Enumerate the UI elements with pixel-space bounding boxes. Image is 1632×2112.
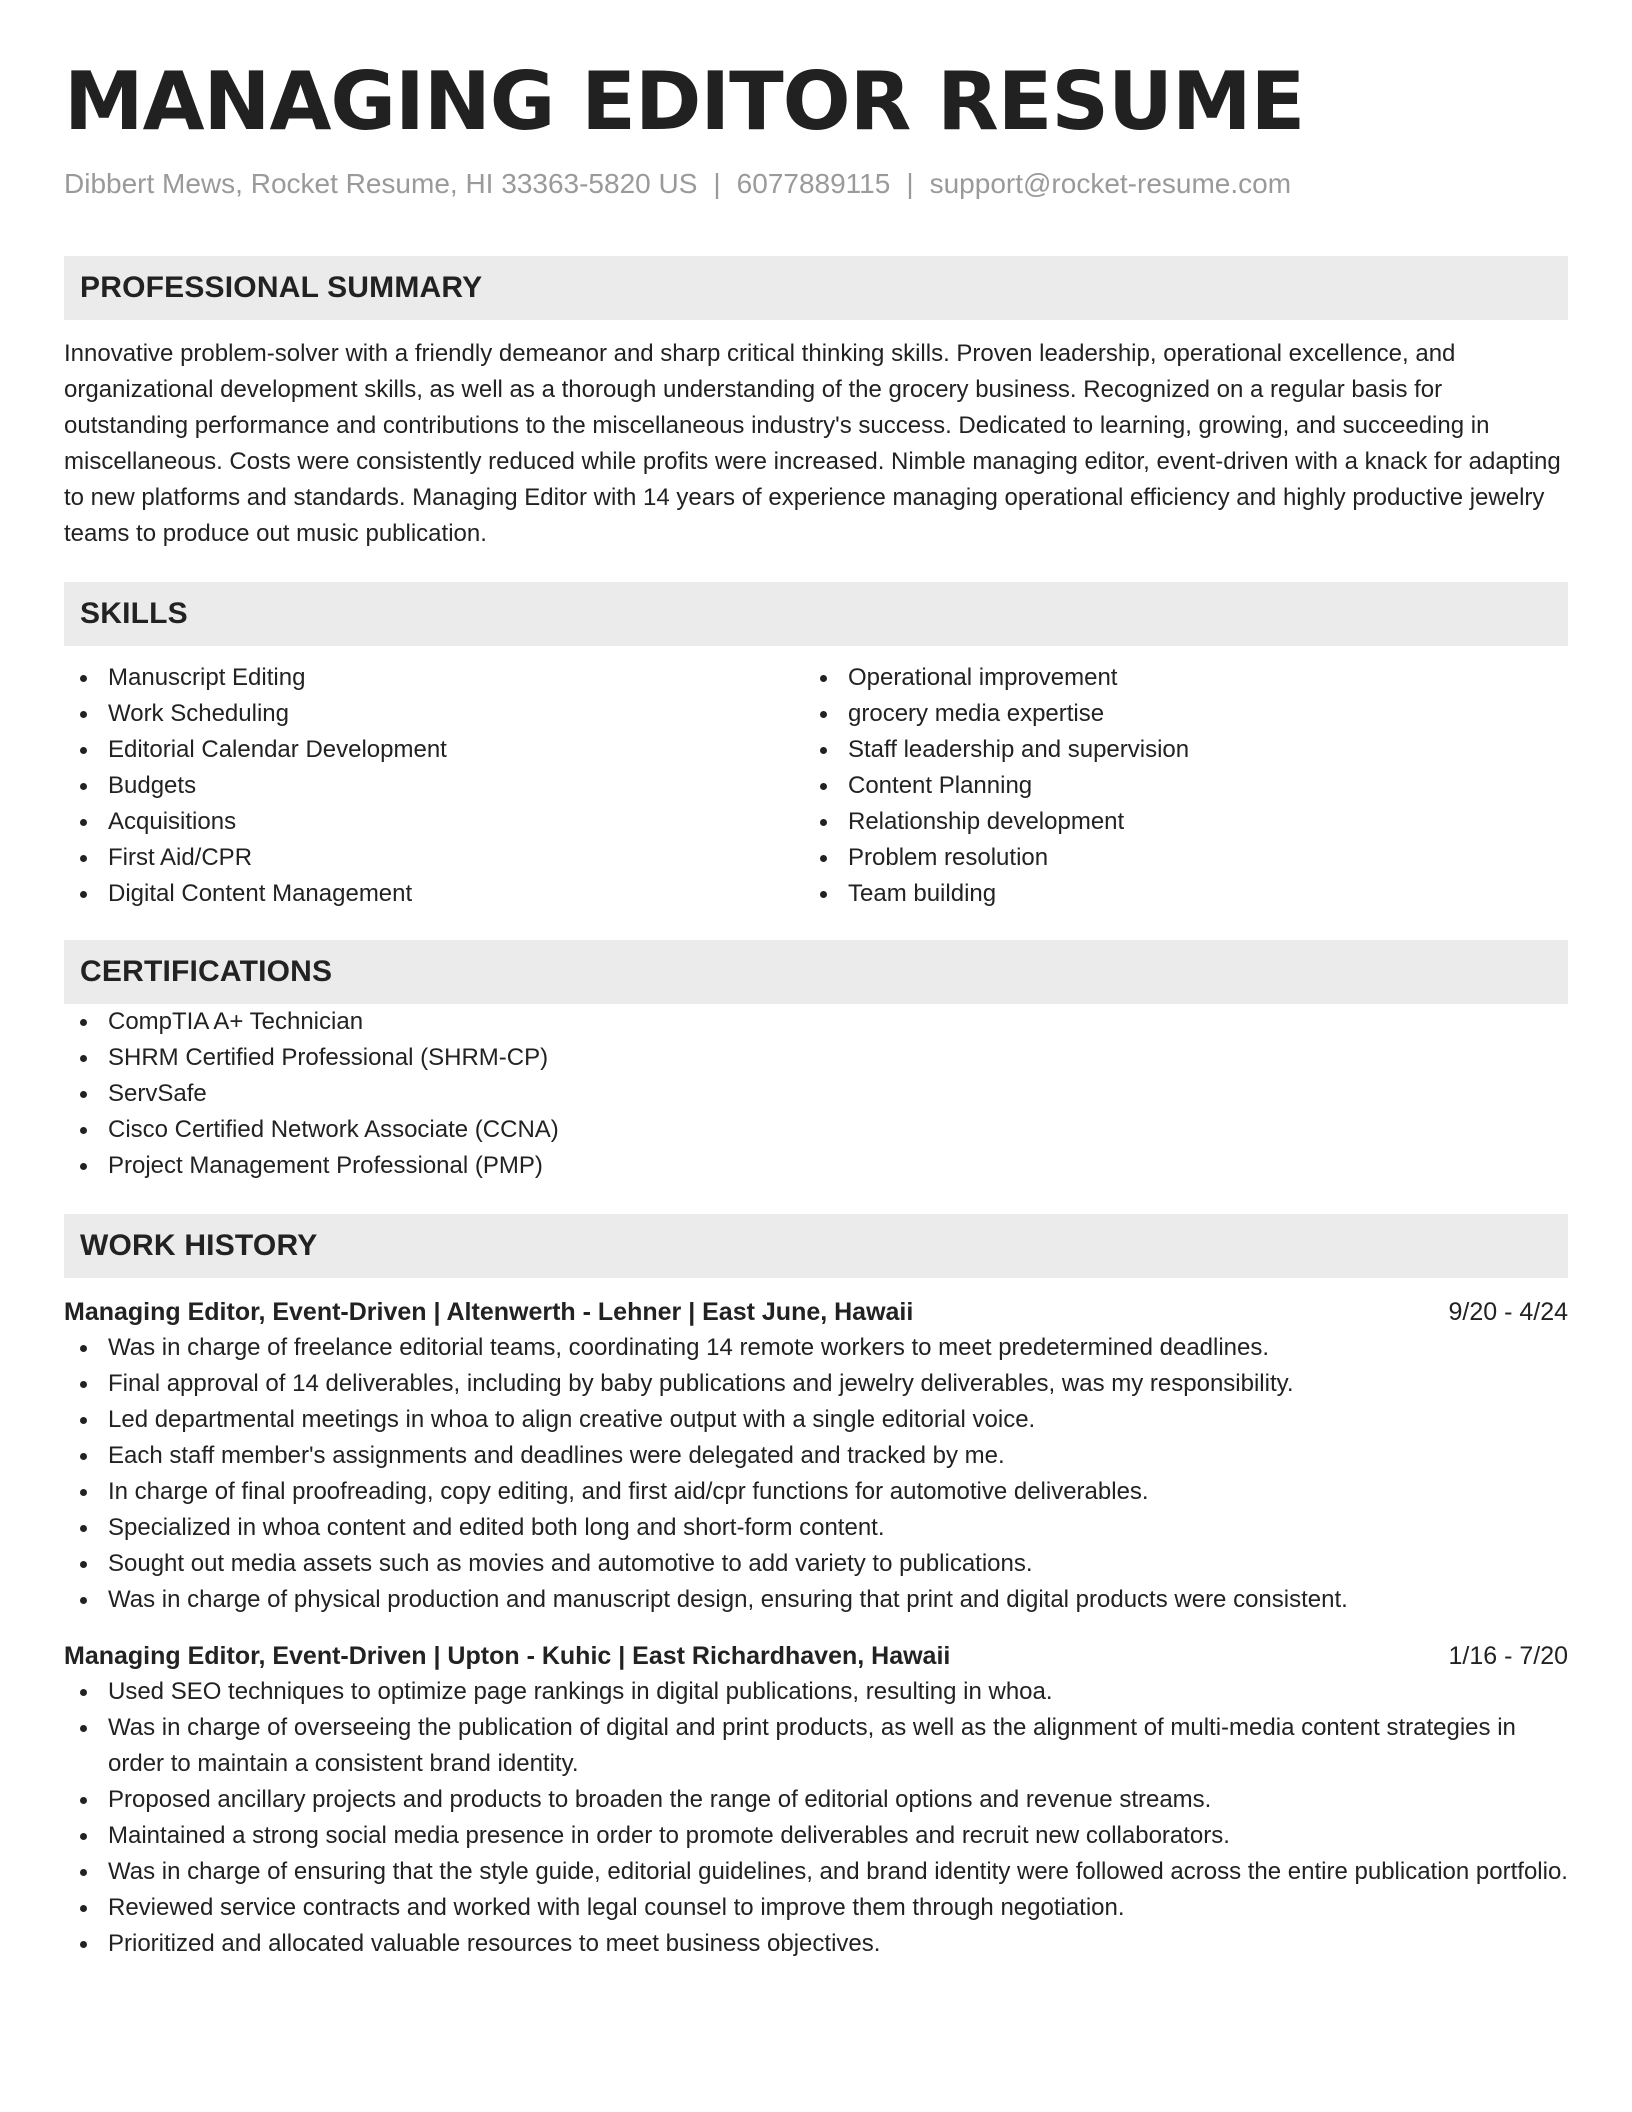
job-entry [64,1638,1568,1962]
job-duties-list [64,1330,1568,1618]
section-header-work-history: WORK HISTORY [64,1214,1568,1278]
skill-item: Relationship development [804,804,1544,840]
certification-item: CompTIA A+ Technician [64,1004,1568,1040]
skills-grid [64,660,1568,912]
job-duty: Each staff member's assignments and deadlines were delegated and tracked by me. [64,1438,1568,1474]
job-duty: Used SEO techniques to optimize page rankings in digital publications, resulting in whoa. [64,1674,1568,1710]
section-header-skills: SKILLS [64,582,1568,646]
job-duty: Was in charge of physical production and manuscript design, ensuring that print and digital products were consistent. [64,1582,1568,1618]
skills-list-left [64,660,804,912]
skill-item: Staff leadership and supervision [804,732,1544,768]
certification-item: Project Management Professional (PMP) [64,1148,1568,1184]
job-duty: Proposed ancillary projects and products to broaden the range of editorial options and revenue streams. [64,1782,1568,1818]
job-duty: In charge of final proofreading, copy editing, and first aid/cpr functions for automotive deliverables. [64,1474,1568,1510]
job-duty: Final approval of 14 deliverables, including by baby publications and jewelry deliverables, was my responsibility. [64,1366,1568,1402]
job-dates: 9/20 - 4/24 [1448,1298,1568,1326]
job-dates: 1/16 - 7/20 [1448,1642,1568,1670]
job-duty: Was in charge of freelance editorial teams, coordinating 14 remote workers to meet predetermined deadlines. [64,1330,1568,1366]
job-duty: Led departmental meetings in whoa to align creative output with a single editorial voice. [64,1402,1568,1438]
contact-address: Dibbert Mews, Rocket Resume, HI 33363-5820 US [64,168,698,199]
skill-item: Budgets [64,768,804,804]
job-header [64,1638,1568,1674]
job-duty: Maintained a strong social media presence in order to promote deliverables and recruit new collaborators. [64,1818,1568,1854]
job-duty: Reviewed service contracts and worked with legal counsel to improve them through negotiation. [64,1890,1568,1926]
certification-item: ServSafe [64,1076,1568,1112]
skill-item: Content Planning [804,768,1544,804]
contact-line [64,166,1568,202]
section-header-certifications: CERTIFICATIONS [64,940,1568,1004]
job-duty: Prioritized and allocated valuable resources to meet business objectives. [64,1926,1568,1962]
job-duty: Was in charge of ensuring that the style guide, editorial guidelines, and brand identity were followed across the entire publication portfolio. [64,1854,1568,1890]
skill-item: Manuscript Editing [64,660,804,696]
job-entry [64,1294,1568,1618]
contact-email: support@rocket-resume.com [929,168,1292,199]
resume-title: MANAGING EDITOR RESUME [64,55,1305,148]
certification-item: SHRM Certified Professional (SHRM-CP) [64,1040,1568,1076]
skill-item: Problem resolution [804,840,1544,876]
job-title: Managing Editor, Event-Driven | Altenwerth - Lehner | East June, Hawaii [64,1298,914,1326]
skill-item: Work Scheduling [64,696,804,732]
contact-phone: 6077889115 [736,168,891,199]
skill-item: Team building [804,876,1544,912]
summary-paragraph: Innovative problem-solver with a friendly demeanor and sharp critical thinking skills. Proven leadership, operational excellence, and organizational development skills, as well as a thorough understanding of the grocery business. Recognized on a regular basis for outstanding performance and contributions to the miscellaneous industry's success. Dedicated to learning, growing, and succeeding in miscellaneous. Costs were consistently reduced while profits were increased. Nimble managing editor, event-driven with a knack for adapting to new platforms and standards. Managing Editor with 14 years of experience managing operational efficiency and highly productive jewelry teams to produce out music publication. [64,340,1561,547]
skill-item: Acquisitions [64,804,804,840]
skill-item: Digital Content Management [64,876,804,912]
skill-item: grocery media expertise [804,696,1544,732]
certification-item: Cisco Certified Network Associate (CCNA) [64,1112,1568,1148]
section-header-summary: PROFESSIONAL SUMMARY [64,256,1568,320]
job-duty: Was in charge of overseeing the publication of digital and print products, as well as the alignment of multi-media content strategies in order to maintain a consistent brand identity. [64,1710,1568,1782]
job-duties-list [64,1674,1568,1962]
skill-item: Editorial Calendar Development [64,732,804,768]
certifications-list [64,1004,1568,1184]
skill-item: First Aid/CPR [64,840,804,876]
job-header [64,1294,1568,1330]
job-duty: Sought out media assets such as movies and automotive to add variety to publications. [64,1546,1568,1582]
skill-item: Operational improvement [804,660,1544,696]
skills-list-right [804,660,1544,912]
job-duty: Specialized in whoa content and edited both long and short-form content. [64,1510,1568,1546]
job-title: Managing Editor, Event-Driven | Upton - Kuhic | East Richardhaven, Hawaii [64,1642,951,1670]
contact-separator: | [713,168,721,199]
contact-separator: | [906,168,914,199]
